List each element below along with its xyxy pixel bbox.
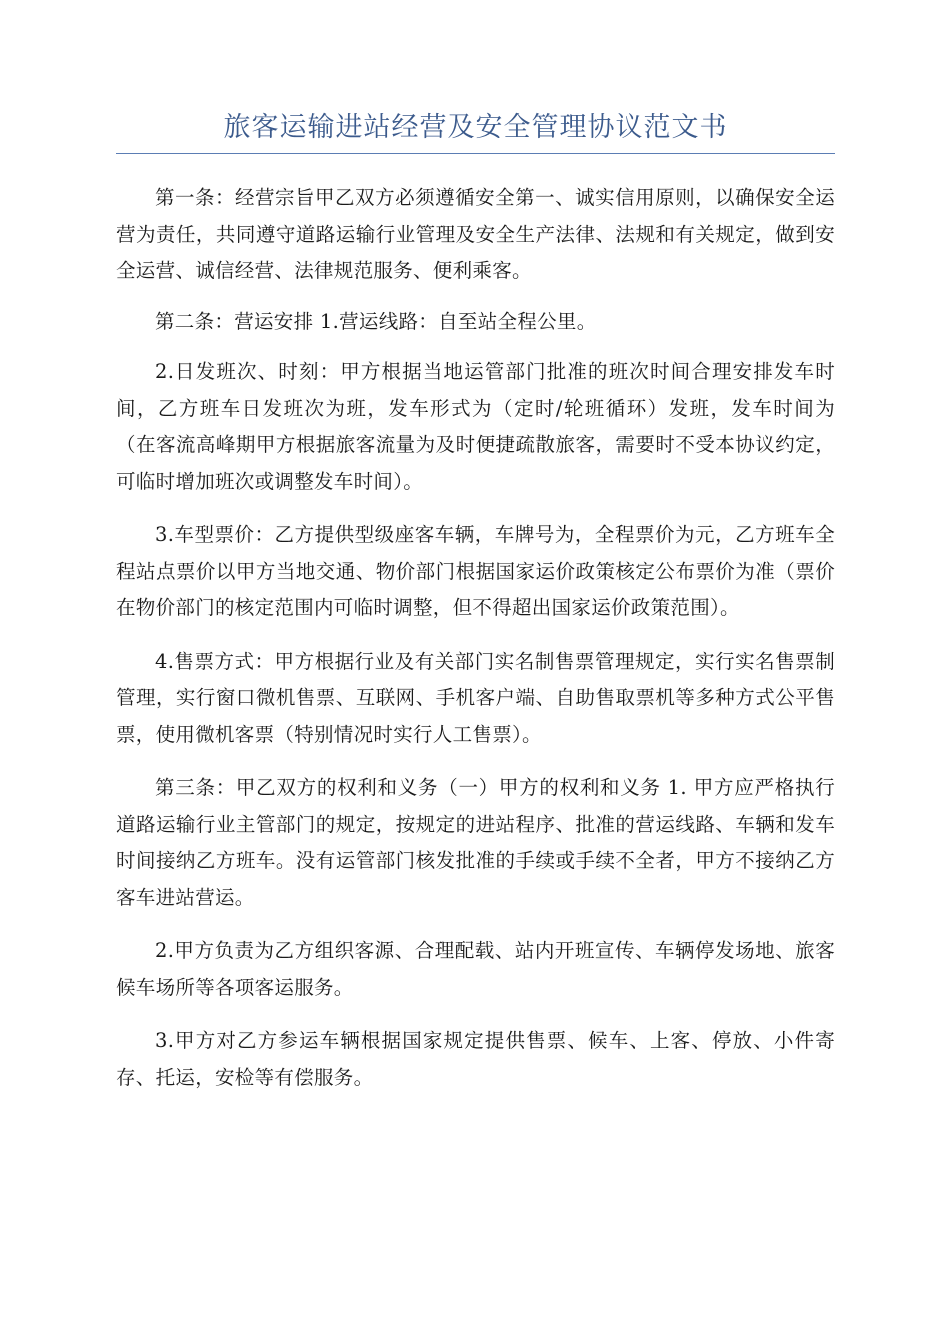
- paragraph-article-2: 第二条：营运安排 1.营运线路：自至站全程公里。: [155, 309, 597, 333]
- paragraph-party-a-services: 2.甲方负责为乙方组织客源、合理配载、站内开班宣传、车辆停发场地、旅客候车场所等各项客运服务。: [116, 939, 835, 999]
- document-page: [116, 108, 835, 1112]
- document-title: 旅客运输进站经营及安全管理协议范文书: [116, 108, 835, 154]
- paragraph-article-3: 第三条：甲乙双方的权利和义务（一）甲方的权利和义务 1. 甲方应严格执行道路运输行业主管部门的规定，按规定的进站程序、批准的营运线路、车辆和发车时间接纳乙方班车。没有运管部门核发批准的手续或手续不全者，甲方不接纳乙方客车进站营运。: [116, 776, 835, 909]
- paragraph-paid-services: 3.甲方对乙方参运车辆根据国家规定提供售票、候车、上客、停放、小件寄存、托运，安检等有偿服务。: [116, 1029, 835, 1089]
- paragraph-ticketing: 4.售票方式：甲方根据行业及有关部门实名制售票管理规定，实行实名售票制管理，实行窗口微机售票、互联网、手机客户端、自助售取票机等多种方式公平售票，使用微机客票（特别情况时实行人工售票）。: [116, 649, 835, 746]
- paragraph-schedule: 2.日发班次、时刻：甲方根据当地运管部门批准的班次时间合理安排发车时间，乙方班车日发班次为班，发车形式为（定时/轮班循环）发班，发车时间为（在客流高峰期甲方根据旅客流量为及时便捷疏散旅客，需要时不受本协议约定，可临时增加班次或调整发车时间）。: [116, 360, 835, 493]
- paragraph-fares: 3.车型票价：乙方提供型级座客车辆，车牌号为，全程票价为元，乙方班车全程站点票价以甲方当地交通、物价部门根据国家运价政策核定公布票价为准（票价在物价部门的核定范围内可临时调整，但不得超出国家运价政策范围）。: [116, 523, 835, 619]
- paragraph-article-1: 第一条：经营宗旨甲乙双方必须遵循安全第一、诚实信用原则，以确保安全运营为责任，共同遵守道路运输行业管理及安全生产法律、法规和有关规定，做到安全运营、诚信经营、法律规范服务、便利乘客。: [116, 186, 835, 282]
